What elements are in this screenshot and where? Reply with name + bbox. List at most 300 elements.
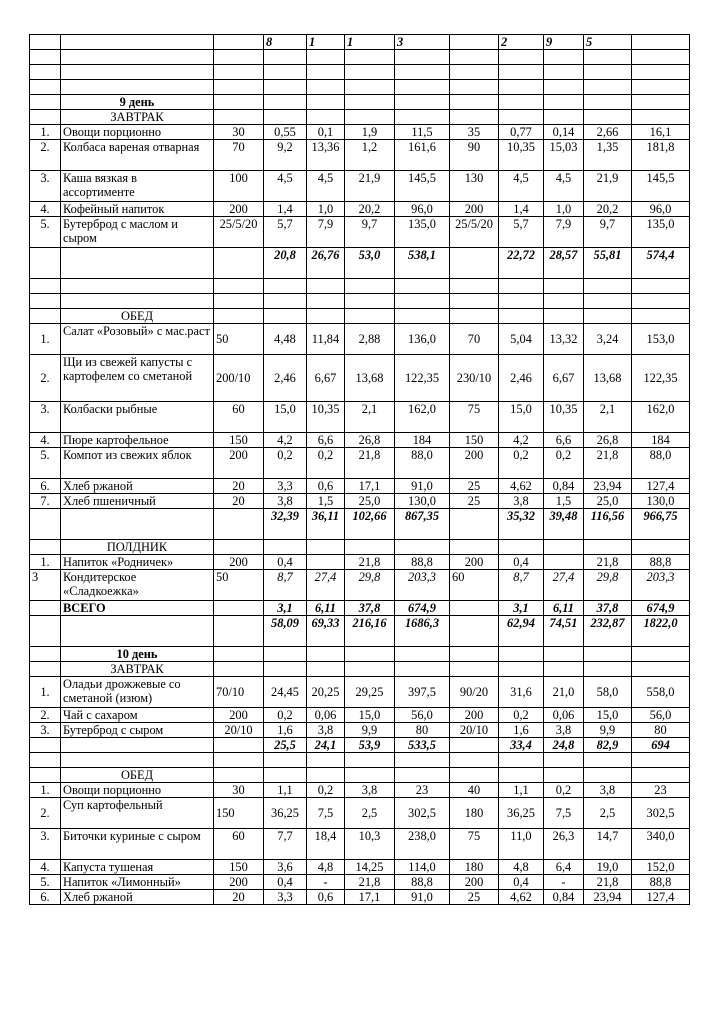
table-cell: 1 (307, 35, 345, 50)
table-cell: 135,0 (395, 217, 450, 248)
table-row (30, 570, 690, 601)
table-cell (264, 662, 307, 677)
table-cell: 180 (450, 860, 499, 875)
table-cell: 2,5 (584, 798, 632, 829)
table-cell: 6,6 (544, 433, 584, 448)
table-cell: 15,0 (499, 402, 544, 433)
table-cell: 3,8 (499, 494, 544, 509)
table-cell: 20/10 (450, 723, 499, 738)
table-cell: 3,3 (264, 890, 307, 905)
table-cell: 23,94 (584, 890, 632, 905)
table-cell (544, 768, 584, 783)
table-cell: 0,55 (264, 125, 307, 140)
table-cell: 8 (264, 35, 307, 50)
table-row (30, 448, 690, 479)
table-cell: 21,9 (584, 171, 632, 202)
table-cell: 27,4 (307, 570, 345, 601)
table-row (30, 35, 690, 50)
table-cell (450, 753, 499, 768)
table-cell: 9,7 (584, 217, 632, 248)
table-cell (450, 65, 499, 80)
table-cell: 0,77 (499, 125, 544, 140)
table-cell: 6,11 (544, 601, 584, 616)
table-cell (345, 65, 395, 80)
table-cell: 6,11 (307, 601, 345, 616)
table-cell: Суп картофельный (61, 798, 214, 829)
table-cell (61, 65, 214, 80)
table-cell: Кофейный напиток (61, 202, 214, 217)
table-cell: Пюре картофельное (61, 433, 214, 448)
table-cell: 1. (30, 324, 61, 355)
table-cell (544, 110, 584, 125)
table-cell: 867,35 (395, 509, 450, 540)
table-cell: 200 (214, 202, 264, 217)
table-cell: 2,88 (345, 324, 395, 355)
table-cell: 27,4 (544, 570, 584, 601)
table-cell: 4,2 (499, 433, 544, 448)
table-cell (544, 80, 584, 95)
table-cell (345, 753, 395, 768)
table-cell (264, 540, 307, 555)
table-cell (584, 753, 632, 768)
table-cell: 0,6 (307, 479, 345, 494)
table-cell (499, 95, 544, 110)
table-cell: 114,0 (395, 860, 450, 875)
table-cell: 7,7 (264, 829, 307, 860)
table-cell: 100 (214, 171, 264, 202)
table-cell: 13,36 (307, 140, 345, 171)
table-cell: 80 (395, 723, 450, 738)
table-cell (395, 753, 450, 768)
table-cell: 1,2 (345, 140, 395, 171)
table-cell: 9,2 (264, 140, 307, 171)
table-cell (345, 279, 395, 294)
table-cell (450, 50, 499, 65)
table-cell: 0,4 (499, 875, 544, 890)
table-cell (30, 65, 61, 80)
table-cell: 25,0 (345, 494, 395, 509)
table-cell: 56,0 (632, 708, 690, 723)
table-cell (584, 80, 632, 95)
table-cell: 3,3 (264, 479, 307, 494)
table-cell: 0,2 (307, 783, 345, 798)
table-cell: 694 (632, 738, 690, 753)
table-cell: 1. (30, 125, 61, 140)
table-cell: Напиток «Родничек» (61, 555, 214, 570)
table-cell: 4,8 (307, 860, 345, 875)
table-cell: 3,1 (499, 601, 544, 616)
table-cell: 0,6 (307, 890, 345, 905)
table-cell: 180 (450, 798, 499, 829)
table-row (30, 647, 690, 662)
table-cell (214, 509, 264, 540)
table-cell (264, 768, 307, 783)
table-row (30, 890, 690, 905)
table-cell (30, 95, 61, 110)
table-cell (307, 753, 345, 768)
table-cell: Овощи порционно (61, 125, 214, 140)
table-cell: 161,6 (395, 140, 450, 171)
table-cell: 153,0 (632, 324, 690, 355)
table-cell: 80 (632, 723, 690, 738)
table-cell: 1,4 (499, 202, 544, 217)
table-cell (30, 35, 61, 50)
table-cell: 23 (395, 783, 450, 798)
table-cell: 75 (450, 402, 499, 433)
meal-heading: ОБЕД (61, 768, 214, 783)
table-cell (450, 294, 499, 309)
table-cell: 25,5 (264, 738, 307, 753)
table-cell: 21,9 (345, 171, 395, 202)
table-cell: 6,67 (544, 355, 584, 402)
table-cell: 90/20 (450, 677, 499, 708)
table-cell: 25 (450, 890, 499, 905)
table-cell (632, 294, 690, 309)
table-cell: 302,5 (395, 798, 450, 829)
table-cell: Компот из свежих яблок (61, 448, 214, 479)
table-cell: 102,66 (345, 509, 395, 540)
table-cell: 21,8 (345, 875, 395, 890)
table-cell: 14,7 (584, 829, 632, 860)
table-cell: 130,0 (395, 494, 450, 509)
table-cell (395, 647, 450, 662)
table-row (30, 279, 690, 294)
table-cell (632, 110, 690, 125)
table-cell (395, 50, 450, 65)
table-cell: 96,0 (632, 202, 690, 217)
table-cell (450, 540, 499, 555)
table-row (30, 798, 690, 829)
table-row (30, 753, 690, 768)
table-cell: 2. (30, 140, 61, 171)
table-cell: Оладьи дрожжевые со сметаной (изюм) (61, 677, 214, 708)
table-cell: 20,2 (345, 202, 395, 217)
table-cell: 55,81 (584, 248, 632, 279)
table-cell: 8,7 (264, 570, 307, 601)
table-cell: 24,8 (544, 738, 584, 753)
table-cell: 0,2 (499, 708, 544, 723)
table-cell: 4. (30, 860, 61, 875)
table-cell: 5,04 (499, 324, 544, 355)
table-cell: 21,8 (584, 555, 632, 570)
table-cell: 53,9 (345, 738, 395, 753)
table-cell (544, 95, 584, 110)
table-cell: Чай с сахаром (61, 708, 214, 723)
table-row (30, 494, 690, 509)
table-row (30, 860, 690, 875)
table-cell (632, 65, 690, 80)
table-cell: 13,68 (345, 355, 395, 402)
table-cell: 36,25 (264, 798, 307, 829)
table-cell: 24,45 (264, 677, 307, 708)
table-cell (499, 768, 544, 783)
table-cell: Хлеб пшеничный (61, 494, 214, 509)
table-cell (345, 309, 395, 324)
table-cell: 18,4 (307, 829, 345, 860)
table-cell: 58,09 (264, 616, 307, 647)
table-cell: 3,8 (264, 494, 307, 509)
table-cell: 200 (450, 875, 499, 890)
table-cell: 130,0 (632, 494, 690, 509)
table-cell: 200/10 (214, 355, 264, 402)
table-cell: 5. (30, 448, 61, 479)
table-cell (264, 65, 307, 80)
table-cell (544, 309, 584, 324)
table-cell (544, 279, 584, 294)
table-row (30, 110, 690, 125)
table-cell (499, 110, 544, 125)
table-cell: 397,5 (395, 677, 450, 708)
table-cell (61, 616, 214, 647)
table-cell: 37,8 (345, 601, 395, 616)
table-cell: 6. (30, 890, 61, 905)
table-cell: 3. (30, 829, 61, 860)
table-cell (61, 248, 214, 279)
table-cell: 6. (30, 479, 61, 494)
table-cell: 203,3 (632, 570, 690, 601)
table-cell (214, 309, 264, 324)
table-cell: 2. (30, 798, 61, 829)
table-row (30, 723, 690, 738)
table-row (30, 829, 690, 860)
table-cell (450, 80, 499, 95)
table-cell: 0,2 (264, 448, 307, 479)
table-cell (61, 509, 214, 540)
table-row (30, 355, 690, 402)
table-cell: 50 (214, 324, 264, 355)
table-cell (264, 309, 307, 324)
table-row (30, 433, 690, 448)
table-cell (632, 662, 690, 677)
table-cell: 1,4 (264, 202, 307, 217)
table-cell (499, 50, 544, 65)
menu-table (29, 34, 690, 905)
table-cell: 2,5 (345, 798, 395, 829)
table-row (30, 80, 690, 95)
table-cell (30, 110, 61, 125)
table-cell: 5 (584, 35, 632, 50)
table-cell: 9,9 (584, 723, 632, 738)
table-cell: 127,4 (632, 890, 690, 905)
table-cell: 1,6 (264, 723, 307, 738)
table-cell (307, 662, 345, 677)
table-cell: 340,0 (632, 829, 690, 860)
table-cell: 2,1 (584, 402, 632, 433)
table-cell: Хлеб ржаной (61, 479, 214, 494)
table-cell: Колбаски рыбные (61, 402, 214, 433)
table-cell: 0,1 (307, 125, 345, 140)
table-cell: 21,0 (544, 677, 584, 708)
table-cell: 9,9 (345, 723, 395, 738)
table-row (30, 65, 690, 80)
table-cell: 122,35 (395, 355, 450, 402)
table-cell: ВСЕГО (61, 601, 214, 616)
table-cell: 88,0 (395, 448, 450, 479)
table-cell (499, 753, 544, 768)
table-cell: 15,0 (584, 708, 632, 723)
table-cell (450, 309, 499, 324)
table-cell: 216,16 (345, 616, 395, 647)
table-cell: 145,5 (395, 171, 450, 202)
table-cell: 150 (214, 433, 264, 448)
table-cell: 9,7 (345, 217, 395, 248)
table-cell: 574,4 (632, 248, 690, 279)
table-cell: - (544, 875, 584, 890)
table-cell: 60 (214, 829, 264, 860)
table-cell: 203,3 (395, 570, 450, 601)
table-cell (499, 294, 544, 309)
table-row (30, 248, 690, 279)
table-cell: 17,1 (345, 890, 395, 905)
table-cell (499, 647, 544, 662)
table-cell (61, 35, 214, 50)
table-cell (450, 95, 499, 110)
table-cell: 0,14 (544, 125, 584, 140)
table-cell (214, 738, 264, 753)
table-cell: 3 (395, 35, 450, 50)
table-cell: 32,39 (264, 509, 307, 540)
table-cell: 2 (499, 35, 544, 50)
table-cell (214, 110, 264, 125)
table-cell (307, 647, 345, 662)
table-cell (214, 662, 264, 677)
table-cell: 36,25 (499, 798, 544, 829)
table-cell (214, 35, 264, 50)
table-cell: 2. (30, 355, 61, 402)
table-cell: 2. (30, 708, 61, 723)
table-cell (307, 309, 345, 324)
table-cell (264, 95, 307, 110)
table-cell (632, 50, 690, 65)
table-row (30, 479, 690, 494)
table-cell (544, 662, 584, 677)
table-cell (450, 662, 499, 677)
table-cell: 30 (214, 783, 264, 798)
table-cell (632, 95, 690, 110)
table-cell (450, 601, 499, 616)
table-cell: 3. (30, 171, 61, 202)
table-cell: 96,0 (395, 202, 450, 217)
table-cell: 200 (450, 708, 499, 723)
table-cell: 25/5/20 (450, 217, 499, 248)
table-cell: 538,1 (395, 248, 450, 279)
table-cell: 200 (214, 875, 264, 890)
table-cell: 1,35 (584, 140, 632, 171)
meal-heading: ПОЛДНИК (61, 540, 214, 555)
table-cell: 4. (30, 202, 61, 217)
table-cell: 130 (450, 171, 499, 202)
table-row (30, 202, 690, 217)
table-row (30, 217, 690, 248)
table-cell (544, 65, 584, 80)
table-cell: 4,62 (499, 479, 544, 494)
table-cell (450, 248, 499, 279)
table-cell: 0,2 (264, 708, 307, 723)
table-cell (632, 309, 690, 324)
table-cell: 1,1 (264, 783, 307, 798)
table-cell: Бутерброд с сыром (61, 723, 214, 738)
table-cell: 200 (214, 555, 264, 570)
table-cell (30, 662, 61, 677)
table-cell (584, 647, 632, 662)
table-cell (544, 50, 584, 65)
table-cell (395, 95, 450, 110)
table-row (30, 601, 690, 616)
table-cell (30, 80, 61, 95)
table-cell (345, 540, 395, 555)
table-cell (30, 248, 61, 279)
table-cell: 122,35 (632, 355, 690, 402)
table-cell (30, 768, 61, 783)
table-cell (307, 540, 345, 555)
table-cell (30, 509, 61, 540)
table-cell (632, 540, 690, 555)
table-cell: 53,0 (345, 248, 395, 279)
table-cell (30, 540, 61, 555)
table-cell: 6,6 (307, 433, 345, 448)
table-cell: 232,87 (584, 616, 632, 647)
table-cell: 5. (30, 875, 61, 890)
table-cell (499, 309, 544, 324)
table-cell: 36,11 (307, 509, 345, 540)
table-cell (499, 65, 544, 80)
table-cell: 39,48 (544, 509, 584, 540)
table-cell (584, 110, 632, 125)
day-heading: 9 день (61, 95, 214, 110)
table-cell (30, 753, 61, 768)
table-cell (584, 768, 632, 783)
table-cell (61, 50, 214, 65)
table-cell: 25/5/20 (214, 217, 264, 248)
table-cell: 21,8 (584, 448, 632, 479)
table-cell: Капуста тушеная (61, 860, 214, 875)
table-cell: 0,4 (264, 555, 307, 570)
table-cell: 1. (30, 783, 61, 798)
table-cell: 674,9 (395, 601, 450, 616)
table-cell (61, 279, 214, 294)
table-cell (214, 279, 264, 294)
table-cell: 60 (450, 570, 499, 601)
table-cell (450, 35, 499, 50)
table-cell: 5,7 (499, 217, 544, 248)
table-cell: 35,32 (499, 509, 544, 540)
table-cell: 35 (450, 125, 499, 140)
table-cell: 1,5 (544, 494, 584, 509)
table-cell: 136,0 (395, 324, 450, 355)
table-cell (584, 279, 632, 294)
table-cell (214, 248, 264, 279)
table-cell (450, 768, 499, 783)
table-cell (307, 110, 345, 125)
table-cell: 17,1 (345, 479, 395, 494)
table-cell: 2,46 (264, 355, 307, 402)
table-cell (632, 80, 690, 95)
table-cell: 4,48 (264, 324, 307, 355)
table-cell: Напиток «Лимонный» (61, 875, 214, 890)
table-cell (214, 50, 264, 65)
table-row (30, 50, 690, 65)
table-cell (264, 110, 307, 125)
table-cell (30, 601, 61, 616)
table-cell: 150 (214, 860, 264, 875)
table-cell: 25,0 (584, 494, 632, 509)
table-row (30, 677, 690, 708)
table-cell: 0,2 (499, 448, 544, 479)
table-cell: 15,03 (544, 140, 584, 171)
table-cell: 30 (214, 125, 264, 140)
table-cell (584, 662, 632, 677)
table-cell (30, 647, 61, 662)
